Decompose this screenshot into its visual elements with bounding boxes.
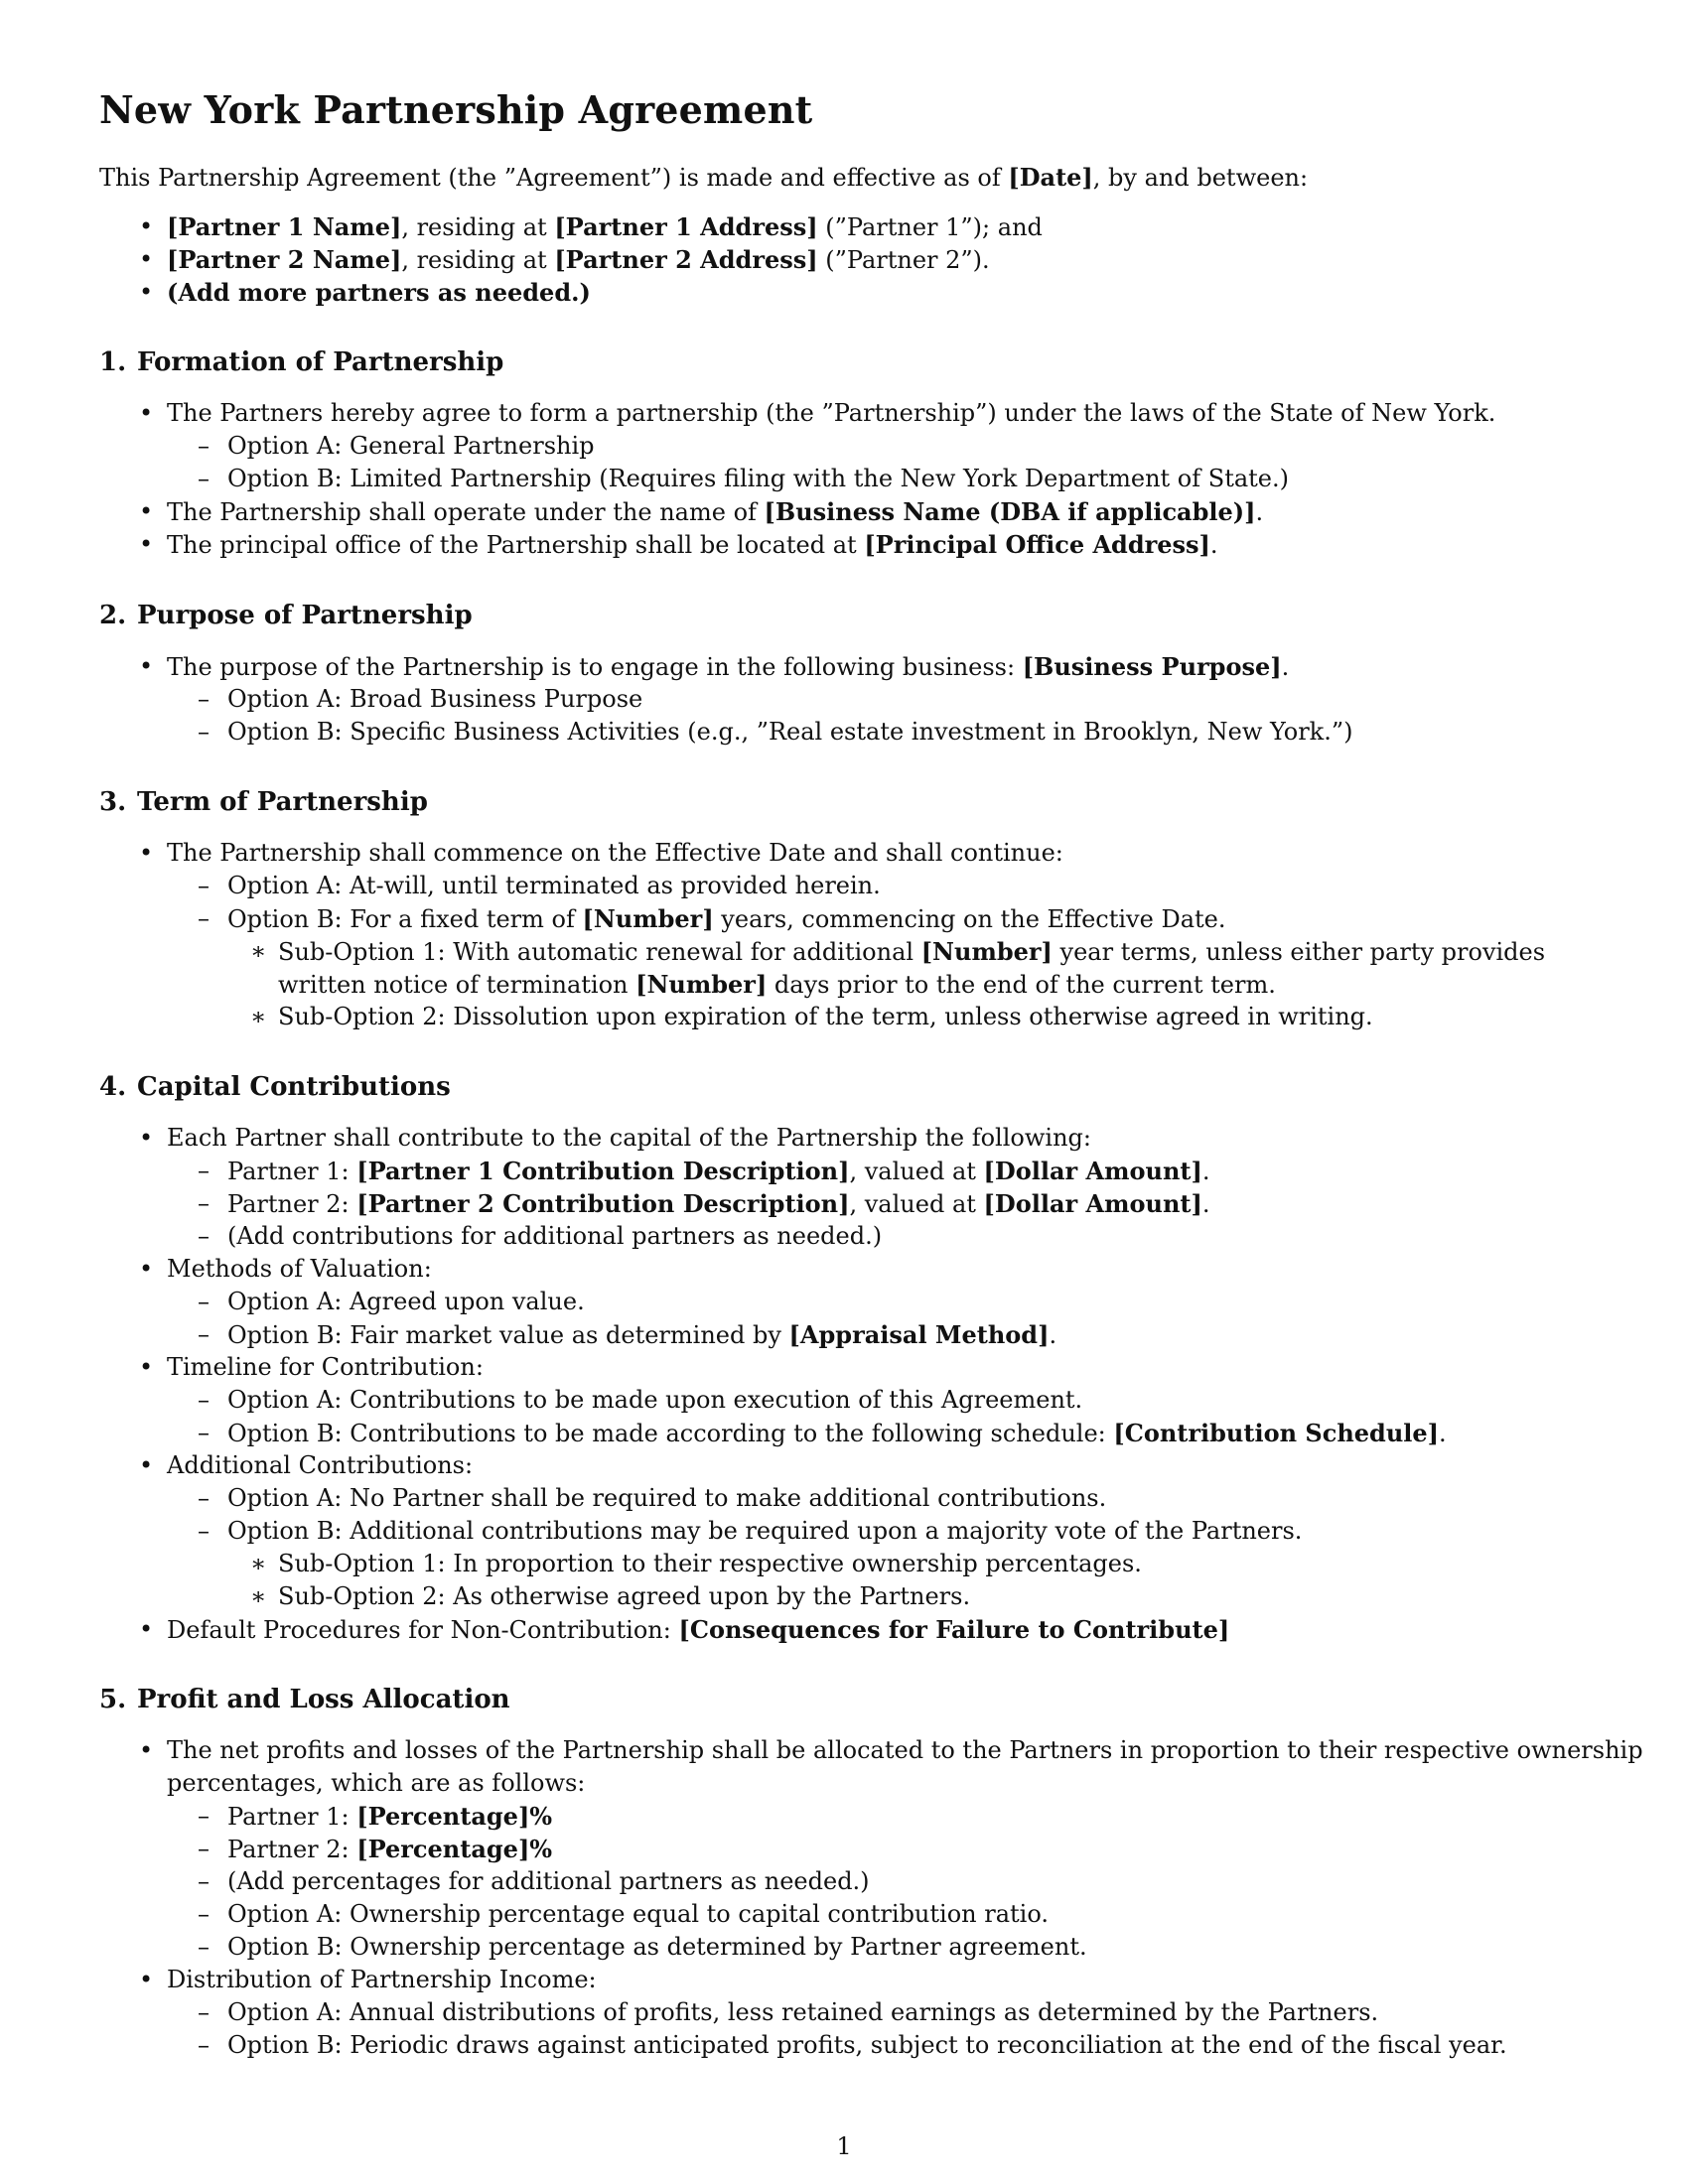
option-item: – Option A: Ownership percentage equal to capital contribution ratio. xyxy=(227,1898,1049,1931)
option-item: – Option A: No Partner shall be required to make additional contributions. xyxy=(227,1482,1106,1515)
option-item: – Option B: Additional contributions may be required upon a majority vote of the Partners. xyxy=(227,1515,1302,1548)
intro-paragraph: This Partnership Agreement (the ”Agreement”) is made and effective as of [Date], by and between: xyxy=(99,163,1309,192)
list-item: • The purpose of the Partnership is to engage in the following business: [Business Purpose]. xyxy=(167,650,1289,684)
option-item: – Partner 1: [Percentage]% xyxy=(227,1800,552,1834)
option-item: – Option B: For a fixed term of [Number] years, commencing on the Effective Date. xyxy=(227,902,1225,936)
option-item: – Option B: Contributions to be made according to the following schedule: [Contribution Schedule]. xyxy=(227,1417,1447,1450)
option-item: – Option B: Periodic draws against anticipated profits, subject to reconciliation at the end of the fiscal year. xyxy=(227,2029,1507,2062)
option-item: – Option A: General Partnership xyxy=(227,430,595,463)
section-heading: 5. Profit and Loss Allocation xyxy=(99,1685,510,1714)
sub-option-item: ∗ Sub-Option 2: Dissolution upon expiration of the term, unless otherwise agreed in writing. xyxy=(278,1001,1373,1033)
list-item: • The principal office of the Partnership shall be located at [Principal Office Address]. xyxy=(167,528,1218,562)
sub-option-item: ∗ Sub-Option 1: With automatic renewal for additional [Number] year terms, unless either party provides xyxy=(278,935,1545,969)
party-item: • [Partner 2 Name], residing at [Partner 2 Address] (”Partner 2”). xyxy=(167,243,990,277)
section-heading: 2. Purpose of Partnership xyxy=(99,601,473,630)
list-item-continuation: percentages, which are as follows: xyxy=(167,1769,586,1797)
list-item: • The Partnership shall operate under the name of [Business Name (DBA if applicable)]. xyxy=(167,495,1263,529)
list-item: • Methods of Valuation: xyxy=(167,1253,432,1286)
option-item: – Option B: Ownership percentage as determined by Partner agreement. xyxy=(227,1931,1087,1964)
section-heading: 1. Formation of Partnership xyxy=(99,347,504,377)
option-item: – (Add contributions for additional partners as needed.) xyxy=(227,1220,882,1253)
list-item: • Timeline for Contribution: xyxy=(167,1351,484,1384)
option-item: – Option B: Fair market value as determined by [Appraisal Method]. xyxy=(227,1318,1056,1352)
party-item: • [Partner 1 Name], residing at [Partner 1 Address] (”Partner 1”); and xyxy=(167,210,1043,244)
option-item: – Partner 2: [Partner 2 Contribution Description], valued at [Dollar Amount]. xyxy=(227,1187,1210,1221)
section-heading: 3. Term of Partnership xyxy=(99,787,428,817)
option-item: – Option A: Annual distributions of profits, less retained earnings as determined by the Partners. xyxy=(227,1996,1378,2029)
sub-option-continuation: written notice of termination [Number] days prior to the end of the current term. xyxy=(278,970,1276,999)
list-item: • Each Partner shall contribute to the capital of the Partnership the following: xyxy=(167,1122,1091,1155)
list-item: • The net profits and losses of the Partnership shall be allocated to the Partners in proportion to their respective ownership xyxy=(167,1734,1643,1767)
list-item: • Additional Contributions: xyxy=(167,1449,473,1482)
option-item: – (Add percentages for additional partners as needed.) xyxy=(227,1865,870,1898)
option-item: – Option A: Contributions to be made upon execution of this Agreement. xyxy=(227,1384,1082,1417)
option-item: – Option A: Agreed upon value. xyxy=(227,1286,585,1318)
date-placeholder: [Date] xyxy=(1008,163,1093,192)
sub-option-item: ∗ Sub-Option 1: In proportion to their respective ownership percentages. xyxy=(278,1548,1142,1580)
list-item: • The Partners hereby agree to form a partnership (the ”Partnership”) under the laws of the State of New York. xyxy=(167,397,1495,430)
option-item: – Option B: Specific Business Activities (e.g., ”Real estate investment in Brooklyn, New York.”) xyxy=(227,716,1352,749)
page-number: 1 xyxy=(836,2132,852,2160)
party-item: • (Add more partners as needed.) xyxy=(167,276,591,310)
option-item: – Option A: At-will, until terminated as provided herein. xyxy=(227,870,881,902)
option-item: – Partner 1: [Partner 1 Contribution Description], valued at [Dollar Amount]. xyxy=(227,1155,1210,1188)
list-item: • Distribution of Partnership Income: xyxy=(167,1964,597,1996)
option-item: – Partner 2: [Percentage]% xyxy=(227,1833,552,1866)
document-title: New York Partnership Agreement xyxy=(99,87,813,132)
section-heading: 4. Capital Contributions xyxy=(99,1072,451,1102)
option-item: – Option B: Limited Partnership (Requires filing with the New York Department of State.) xyxy=(227,463,1289,495)
option-item: – Option A: Broad Business Purpose xyxy=(227,683,642,716)
list-item: • Default Procedures for Non-Contribution: [Consequences for Failure to Contribute] xyxy=(167,1613,1229,1647)
list-item: • The Partnership shall commence on the Effective Date and shall continue: xyxy=(167,837,1063,870)
sub-option-item: ∗ Sub-Option 2: As otherwise agreed upon by the Partners. xyxy=(278,1580,970,1613)
